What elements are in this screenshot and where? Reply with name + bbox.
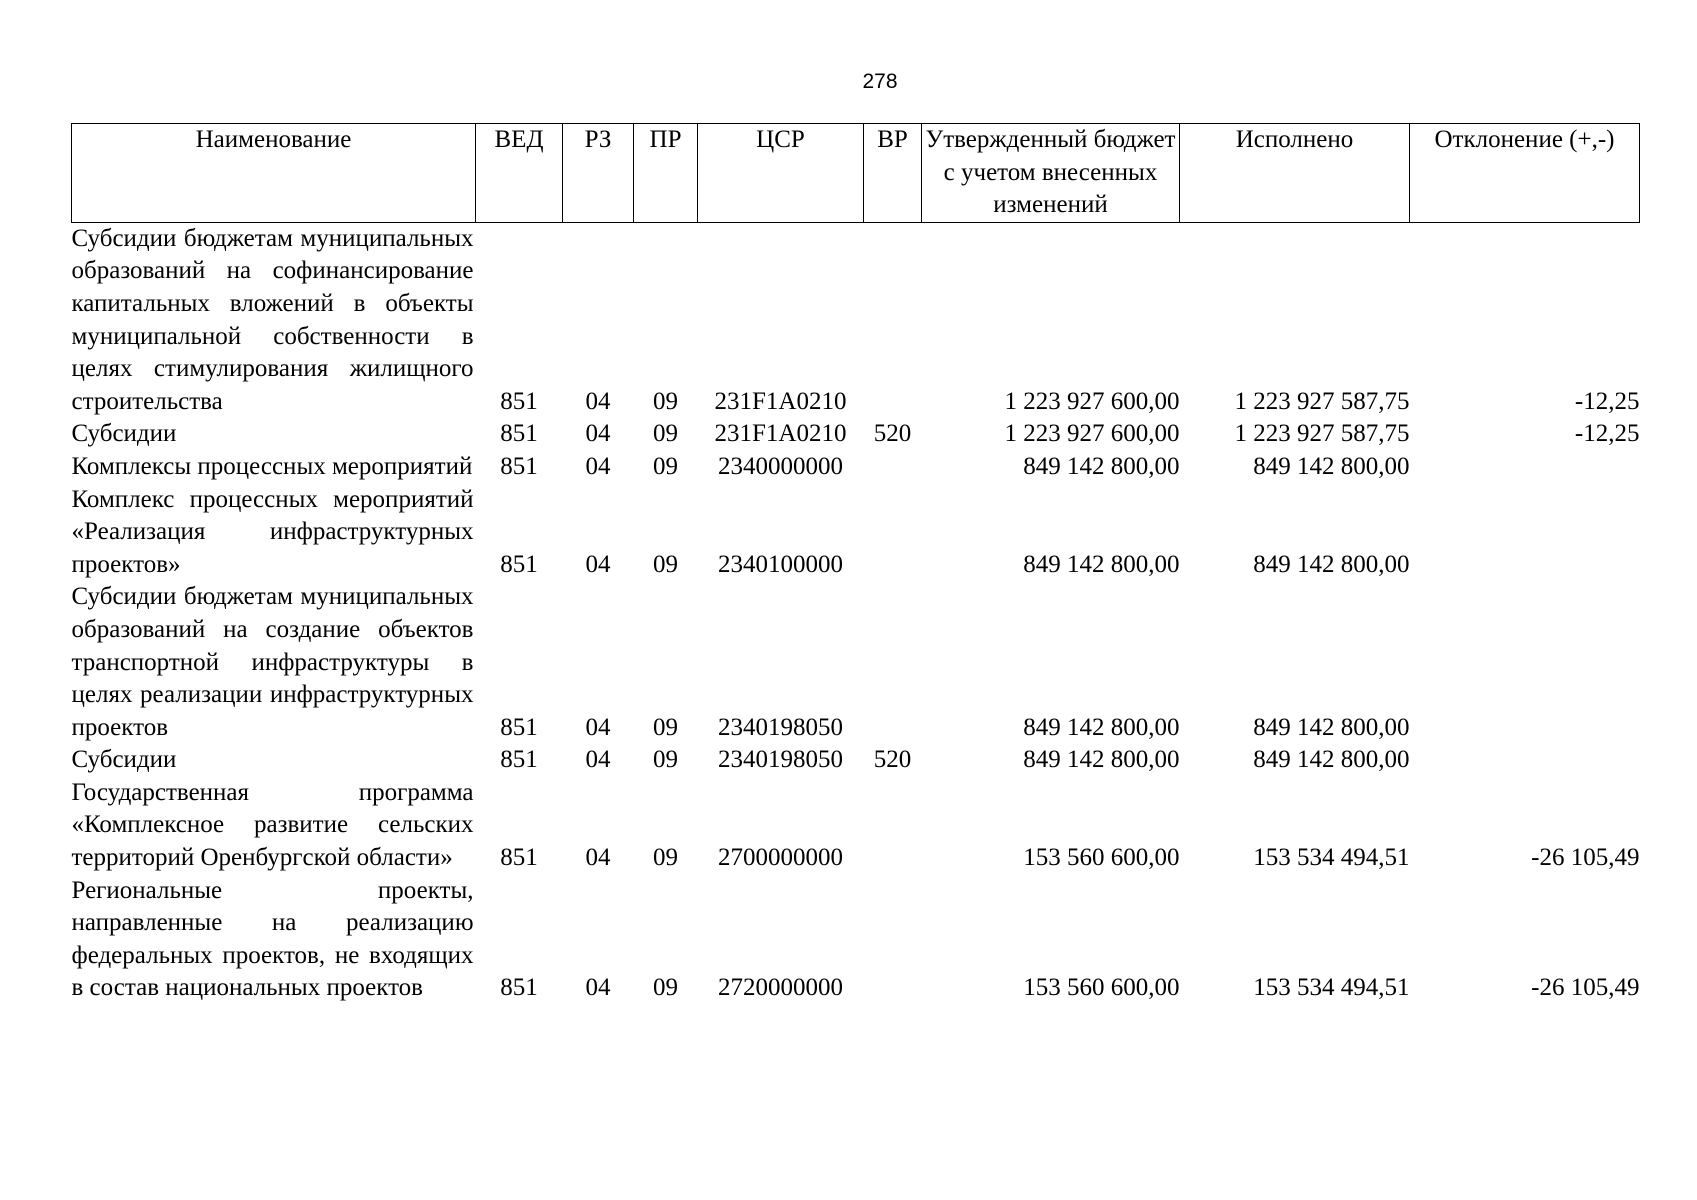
row-rz: 04 [585,713,611,741]
row-vr [864,875,922,1005]
row-csr: 2700000000 [718,844,843,872]
row-pr: 09 [653,713,678,741]
row-csr: 231F1A0210 [714,420,847,448]
budget-table [71,123,1640,1005]
row-name: Субсидии бюджетам муниципальных образований на софинансирование капитальных вложений в объекты муниципальной собственности в целях стимулирования жилищного строительства [71,224,474,415]
row-pr: 09 [653,420,678,448]
row-ved: 851 [500,974,538,1002]
table-row [72,875,1640,1005]
header-deviation: Отклонение (+,-) [1410,124,1640,223]
row-vr [864,484,922,582]
header-rz: РЗ [563,124,634,223]
row-rz: 04 [585,746,611,774]
row-rz: 04 [585,844,611,872]
row-vr [864,222,922,418]
row-vr [864,581,922,744]
row-rz: 04 [585,550,611,578]
header-name: Наименование [72,124,476,223]
row-csr: 2340198050 [718,713,843,741]
row-executed: 849 142 800,00 [1253,550,1410,578]
row-executed: 153 534 494,51 [1253,974,1410,1002]
row-vr: 520 [873,746,912,774]
row-ved: 851 [500,420,538,448]
row-name: Комплекс процессных мероприятий «Реализация инфраструктурных проектов» [71,485,474,578]
table-row [72,222,1640,418]
row-approved: 1 223 927 600,00 [1004,420,1180,448]
row-vr: 520 [873,420,912,448]
page-number: 278 [862,70,898,93]
table-row [72,777,1640,875]
row-vr [864,777,922,875]
table-header-row [72,124,1640,223]
row-csr: 2340100000 [718,550,843,578]
header-csr: ЦСР [698,124,864,223]
table-row [72,418,1640,451]
row-ved: 851 [500,550,538,578]
row-executed: 1 223 927 587,75 [1234,420,1410,448]
row-name: Региональные проекты, направленные на реализацию федеральных проектов, не входящих в состав национальных проектов [71,876,474,1002]
row-name: Государственная программа «Комплексное развитие сельских территорий Оренбургской области» [71,778,474,872]
row-vr [864,451,922,484]
row-rz: 04 [585,452,611,480]
row-ved: 851 [500,713,538,741]
row-pr: 09 [653,974,678,1002]
row-approved: 849 142 800,00 [1023,746,1180,774]
row-rz: 04 [585,974,611,1002]
row-deviation: -12,25 [1574,387,1640,415]
row-csr: 2340000000 [718,452,843,480]
row-approved: 153 560 600,00 [1023,844,1180,872]
row-ved: 851 [500,387,538,415]
row-name: Комплексы процессных мероприятий [71,452,473,480]
row-rz: 04 [585,420,611,448]
row-ved: 851 [500,452,538,480]
row-deviation: -12,25 [1574,420,1640,448]
row-name: Субсидии [71,746,177,774]
row-name: Субсидии бюджетам муниципальных образований на создание объектов транспортной инфраструктуры в целях реализации инфраструктурных проектов [71,583,474,741]
row-deviation [1410,451,1640,484]
row-pr: 09 [653,452,678,480]
row-executed: 849 142 800,00 [1253,713,1410,741]
row-deviation [1410,744,1640,777]
row-executed: 153 534 494,51 [1253,844,1410,872]
row-ved: 851 [500,746,538,774]
row-pr: 09 [653,746,678,774]
row-pr: 09 [653,550,678,578]
row-ved: 851 [500,844,538,872]
row-csr: 2720000000 [718,974,843,1002]
table-row [72,581,1640,744]
row-csr: 231F1A0210 [714,387,847,415]
row-approved: 1 223 927 600,00 [1004,387,1180,415]
table-row [72,451,1640,484]
row-pr: 09 [653,387,678,415]
table-row [72,744,1640,777]
row-executed: 849 142 800,00 [1253,452,1410,480]
row-approved: 849 142 800,00 [1023,713,1180,741]
row-csr: 2340198050 [718,746,843,774]
row-rz: 04 [585,387,611,415]
table-row [72,484,1640,582]
row-name: Субсидии [71,420,177,448]
row-deviation: -26 105,49 [1531,974,1640,1002]
row-executed: 849 142 800,00 [1253,746,1410,774]
row-deviation: -26 105,49 [1531,844,1640,872]
header-pr: ПР [634,124,698,223]
row-approved: 153 560 600,00 [1023,974,1180,1002]
header-approved: Утвержденный бюджет с учетом внесенных изменений [922,124,1180,223]
header-ved: ВЕД [476,124,563,223]
row-deviation [1410,581,1640,744]
header-vr: ВР [864,124,922,223]
row-executed: 1 223 927 587,75 [1234,387,1410,415]
row-pr: 09 [653,844,678,872]
row-approved: 849 142 800,00 [1023,452,1180,480]
row-approved: 849 142 800,00 [1023,550,1180,578]
header-executed: Исполнено [1180,124,1410,223]
row-deviation [1410,484,1640,582]
